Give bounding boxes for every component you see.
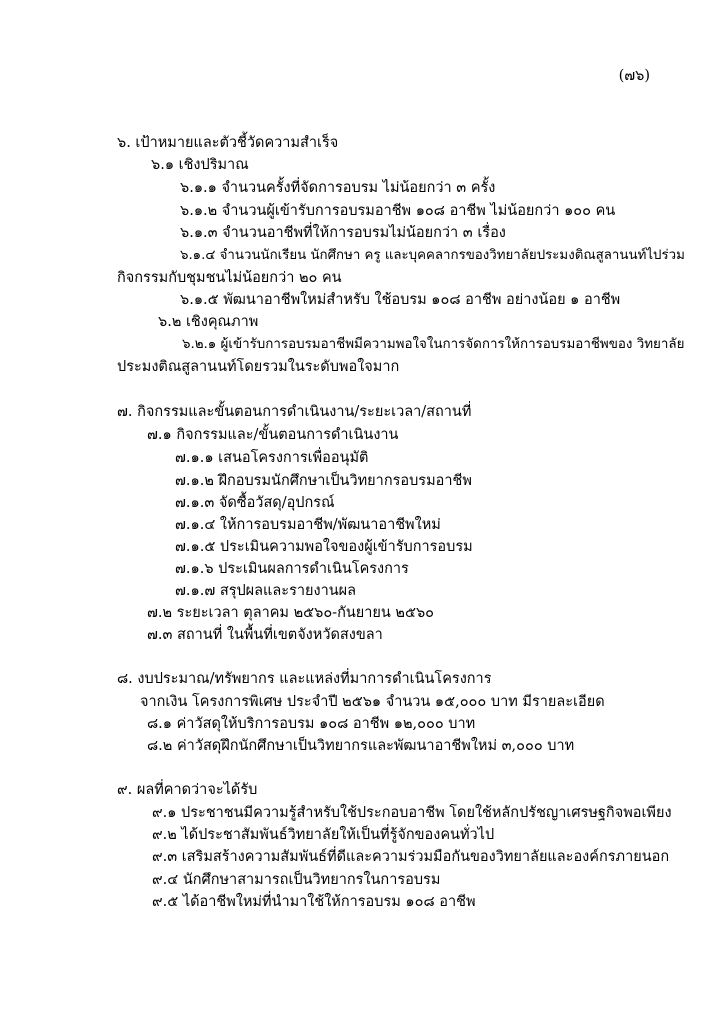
- item-9-4: ๙.๔ นักศึกษาสามารถเป็นวิทยากรในการอบรม: [152, 872, 441, 888]
- item-7-1-5: ๗.๑.๕ ประเมินความพอใจของผู้เข้ารับการอบรม: [175, 539, 473, 555]
- item-7-1-3: ๗.๑.๓ จัดซื้อวัสดุ/อุปกรณ์: [175, 495, 335, 511]
- section-6-1-heading: ๖.๑ เชิงปริมาณ: [151, 157, 249, 173]
- item-6-1-4-line2: กิจกรรมกับชุมชนไม่น้อยกว่า ๒๐ คน: [117, 270, 342, 286]
- item-6-1-3: ๖.๑.๓ จำนวนอาชีพที่ให้การอบรมไม่น้อยกว่า ๓ เรื่อง: [180, 225, 506, 241]
- item-9-5: ๙.๕ ได้อาชีพใหม่ที่นำมาใช้ให้การอบรม ๑๐๘ อาชีพ: [152, 894, 476, 910]
- item-6-1-2: ๖.๑.๒ จำนวนผู้เข้ารับการอบรมอาชีพ ๑๐๘ อาชีพ ไม่น้อยกว่า ๑๐๐ คน: [180, 203, 616, 219]
- section-6-heading: ๖. เป้าหมายและตัวชี้วัดความสำเร็จ: [117, 135, 339, 151]
- section-6-2-heading: ๖.๒ เชิงคุณภาพ: [158, 314, 259, 330]
- item-6-2-1-line2: ประมงติณสูลานนท์โดยรวมในระดับพอใจมาก: [117, 359, 400, 375]
- item-7-1-6: ๗.๑.๖ ประเมินผลการดำเนินโครงการ: [175, 561, 409, 577]
- section-8-source: จากเงิน โครงการพิเศษ ประจำปี ๒๕๖๑ จำนวน ๑๕,๐๐๐ บาท มีรายละเอียด: [140, 694, 605, 710]
- section-7-3: ๗.๓ สถานที่ ในพื้นที่เขตจังหวัดสงขลา: [147, 627, 383, 643]
- item-9-3: ๙.๓ เสริมสร้างความสัมพันธ์ที่ดีและความร่วมมือกันของวิทยาลัยและองค์กรภายนอก: [152, 849, 670, 865]
- item-8-1: ๘.๑ ค่าวัสดุให้บริการอบรม ๑๐๘ อาชีพ ๑๒,๐๐๐ บาท: [147, 716, 476, 732]
- section-8-heading: ๘. งบประมาณ/ทรัพยากร และแหล่งที่มาการดำเนินโครงการ: [117, 671, 492, 687]
- item-9-1: ๙.๑ ประชาชนมีความรู้สำหรับใช้ประกอบอาชีพ โดยใช้หลักปรัชญาเศรษฐกิจพอเพียง: [152, 805, 672, 821]
- page-number: (๗๖): [618, 68, 650, 84]
- section-7-heading: ๗. กิจกรรมและขั้นตอนการดำเนินงาน/ระยะเวลา/สถานที่: [117, 404, 472, 420]
- item-6-1-1: ๖.๑.๑ จำนวนครั้งที่จัดการอบรม ไม่น้อยกว่า ๓ ครั้ง: [180, 180, 496, 196]
- section-7-2: ๗.๒ ระยะเวลา ตุลาคม ๒๕๖๐-กันยายน ๒๕๖๐: [147, 605, 435, 621]
- item-6-1-4-line1: ๖.๑.๔ จำนวนนักเรียน นักศึกษา ครู และบุคคลากรของวิทยาลัยประมงติณสูลานนท์ไปร่วม: [180, 248, 685, 263]
- item-7-1-2: ๗.๑.๒ ฝึกอบรมนักศึกษาเป็นวิทยากรอบรมอาชีพ: [175, 473, 472, 489]
- item-7-1-4: ๗.๑.๔ ให้การอบรมอาชีพ/พัฒนาอาชีพใหม่: [175, 517, 441, 533]
- section-9-heading: ๙. ผลที่คาดว่าจะได้รับ: [117, 782, 258, 798]
- item-7-1-7: ๗.๑.๗ สรุปผลและรายงานผล: [175, 583, 357, 599]
- item-9-2: ๙.๒ ได้ประชาสัมพันธ์วิทยาลัยให้เป็นที่รู้จักของคนทั่วไป: [152, 827, 495, 843]
- section-7-1-heading: ๗.๑ กิจกรรมและ/ขั้นตอนการดำเนินงาน: [147, 427, 399, 443]
- item-7-1-1: ๗.๑.๑ เสนอโครงการเพื่ออนุมัติ: [175, 450, 369, 466]
- item-6-1-5: ๖.๑.๕ พัฒนาอาชีพใหม่สำหรับ ใช้อบรม ๑๐๘ อาชีพ อย่างน้อย ๑ อาชีพ: [180, 292, 621, 308]
- item-6-2-1-line1: ๖.๒.๑ ผู้เข้ารับการอบรมอาชีพมีความพอใจในการจัดการให้การอบรมอาชีพของ วิทยาลัย: [182, 337, 685, 352]
- item-8-2: ๘.๒ ค่าวัสดุฝึกนักศึกษาเป็นวิทยากรและพัฒนาอาชีพใหม่ ๓,๐๐๐ บาท: [147, 738, 575, 754]
